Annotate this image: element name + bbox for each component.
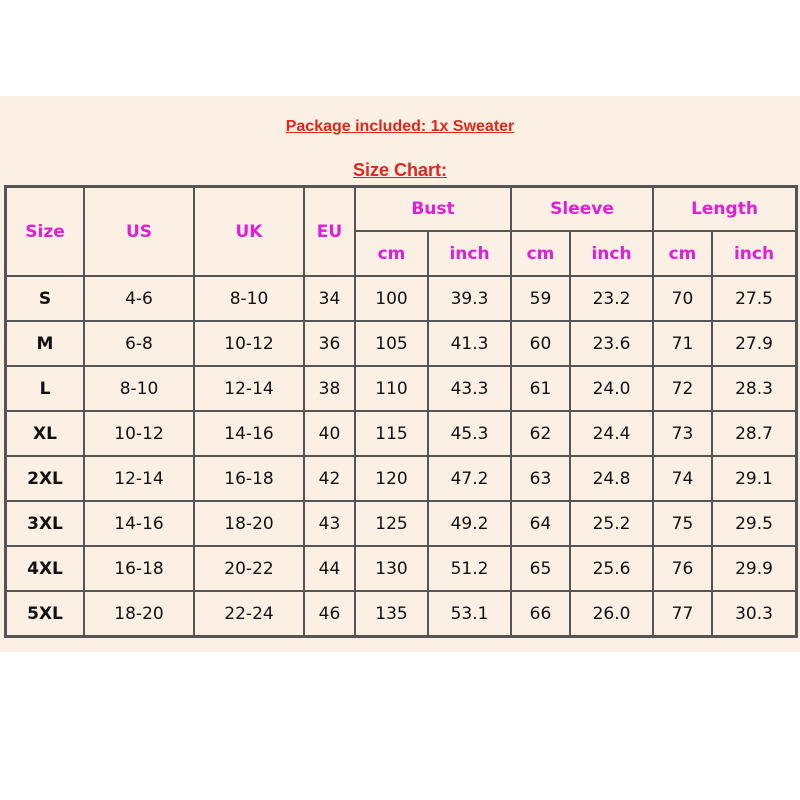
cell-sleeve-inch: 24.4 [570,411,653,456]
cell-uk: 22-24 [194,591,304,636]
cell-sleeve-inch: 25.2 [570,501,653,546]
cell-length-inch: 30.3 [712,591,796,636]
cell-sleeve-inch: 25.6 [570,546,653,591]
table-row [6,321,796,366]
cell-size: 5XL [6,591,84,636]
subheader-sleeve-cm: cm [511,231,570,276]
cell-length-inch: 27.9 [712,321,796,366]
cell-uk: 14-16 [194,411,304,456]
cell-length-cm: 73 [653,411,712,456]
cell-length-inch: 27.5 [712,276,796,321]
cell-length-cm: 72 [653,366,712,411]
header-row [6,187,796,231]
cell-us: 14-16 [84,501,194,546]
cell-bust-cm: 120 [355,456,428,501]
cell-length-inch: 29.5 [712,501,796,546]
cell-length-inch: 28.7 [712,411,796,456]
cell-us: 6-8 [84,321,194,366]
cell-bust-cm: 130 [355,546,428,591]
cell-bust-inch: 39.3 [428,276,511,321]
cell-sleeve-cm: 62 [511,411,570,456]
cell-sleeve-cm: 59 [511,276,570,321]
cell-eu: 36 [304,321,355,366]
cell-length-cm: 76 [653,546,712,591]
cell-bust-inch: 49.2 [428,501,511,546]
subheader-sleeve-inch: inch [570,231,653,276]
cell-length-cm: 71 [653,321,712,366]
cell-sleeve-inch: 23.6 [570,321,653,366]
cell-uk: 10-12 [194,321,304,366]
cell-sleeve-cm: 64 [511,501,570,546]
header-eu: EU [304,187,355,276]
cell-sleeve-cm: 66 [511,591,570,636]
cell-bust-cm: 125 [355,501,428,546]
subheader-bust-cm: cm [355,231,428,276]
cell-sleeve-inch: 23.2 [570,276,653,321]
cell-uk: 18-20 [194,501,304,546]
size-chart-table [4,185,798,638]
cell-size: L [6,366,84,411]
cell-sleeve-cm: 60 [511,321,570,366]
header-bust: Bust [355,187,511,231]
table-row [6,276,796,321]
size-chart-title: Size Chart: [352,160,448,180]
header-size: Size [6,187,84,276]
cell-bust-inch: 51.2 [428,546,511,591]
cell-bust-cm: 100 [355,276,428,321]
cell-eu: 40 [304,411,355,456]
subheader-length-cm: cm [653,231,712,276]
header-sleeve: Sleeve [511,187,653,231]
cell-us: 8-10 [84,366,194,411]
cell-length-inch: 29.1 [712,456,796,501]
cell-us: 10-12 [84,411,194,456]
cell-size: S [6,276,84,321]
cell-eu: 43 [304,501,355,546]
cell-bust-inch: 47.2 [428,456,511,501]
cell-eu: 42 [304,456,355,501]
cell-uk: 8-10 [194,276,304,321]
cell-bust-inch: 41.3 [428,321,511,366]
cell-us: 4-6 [84,276,194,321]
subheader-length-inch: inch [712,231,796,276]
cell-eu: 38 [304,366,355,411]
cell-us: 12-14 [84,456,194,501]
cell-size: 4XL [6,546,84,591]
cell-size: M [6,321,84,366]
package-included-line: Package included: 1x Sweater [285,118,515,135]
table-row [6,456,796,501]
cell-size: 2XL [6,456,84,501]
cell-sleeve-cm: 65 [511,546,570,591]
cell-bust-inch: 45.3 [428,411,511,456]
table-row [6,591,796,636]
header-us: US [84,187,194,276]
header-uk: UK [194,187,304,276]
cell-sleeve-inch: 24.8 [570,456,653,501]
cell-eu: 46 [304,591,355,636]
cell-eu: 44 [304,546,355,591]
cell-bust-inch: 43.3 [428,366,511,411]
cell-sleeve-cm: 61 [511,366,570,411]
table-row [6,546,796,591]
cell-length-cm: 74 [653,456,712,501]
table-row [6,411,796,456]
cell-length-inch: 29.9 [712,546,796,591]
subheader-bust-inch: inch [428,231,511,276]
cell-size: 3XL [6,501,84,546]
cell-length-cm: 75 [653,501,712,546]
cell-uk: 16-18 [194,456,304,501]
cell-bust-cm: 115 [355,411,428,456]
cell-bust-cm: 105 [355,321,428,366]
cell-bust-inch: 53.1 [428,591,511,636]
cell-bust-cm: 135 [355,591,428,636]
cell-length-cm: 77 [653,591,712,636]
cell-uk: 12-14 [194,366,304,411]
header-length: Length [653,187,796,231]
cell-size: XL [6,411,84,456]
cell-uk: 20-22 [194,546,304,591]
cell-us: 16-18 [84,546,194,591]
cell-eu: 34 [304,276,355,321]
table-row [6,501,796,546]
cell-length-cm: 70 [653,276,712,321]
cell-us: 18-20 [84,591,194,636]
cell-sleeve-inch: 24.0 [570,366,653,411]
cell-sleeve-cm: 63 [511,456,570,501]
cell-bust-cm: 110 [355,366,428,411]
cell-length-inch: 28.3 [712,366,796,411]
cell-sleeve-inch: 26.0 [570,591,653,636]
table-row [6,366,796,411]
